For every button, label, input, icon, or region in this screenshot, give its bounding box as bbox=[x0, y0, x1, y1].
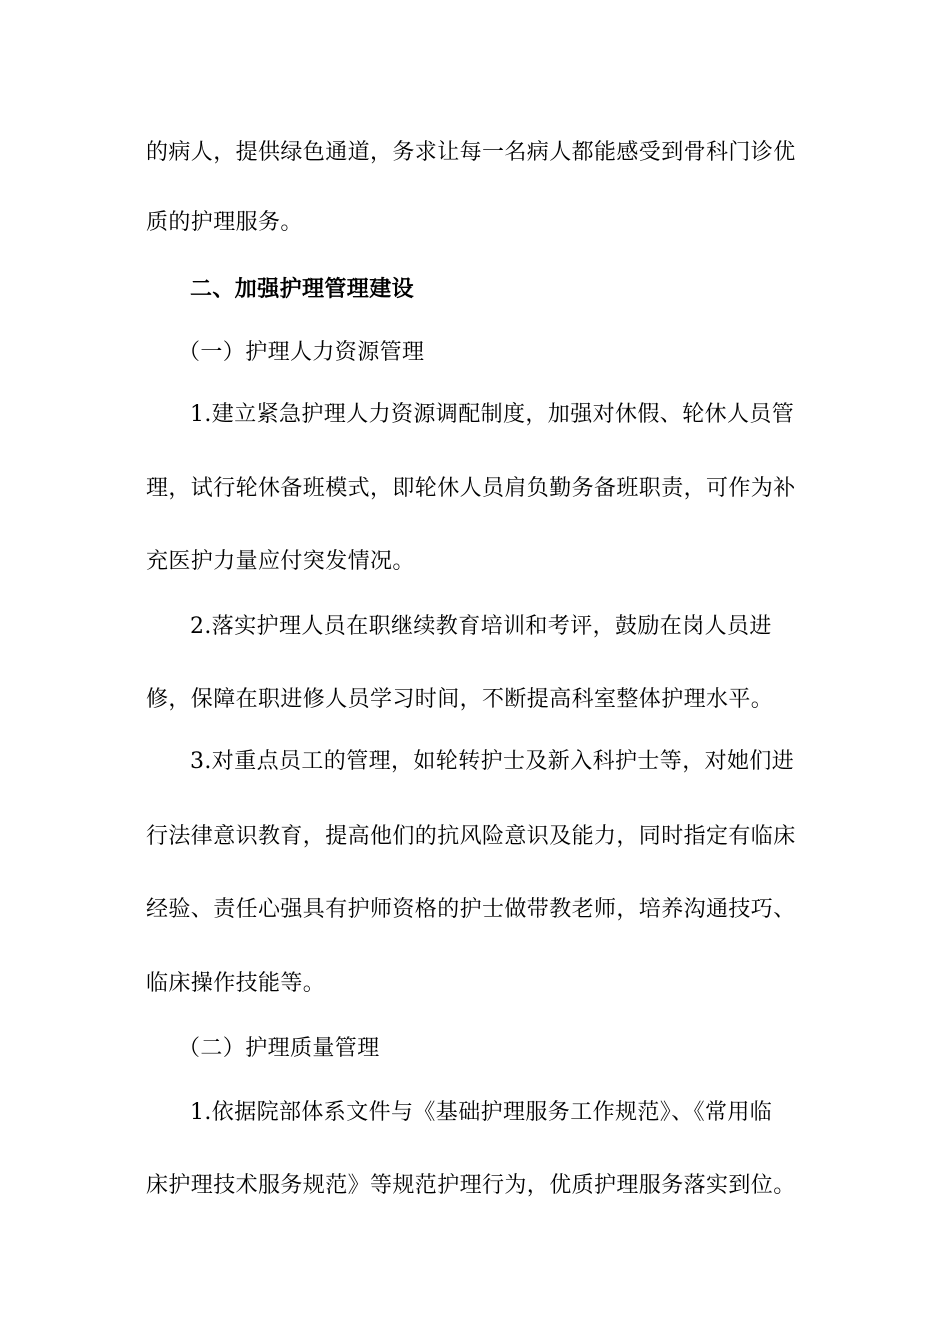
paragraph-line: 床护理技术服务规范》等规范护理行为，优质护理服务落实到位。 bbox=[146, 1173, 796, 1198]
paragraph-line: 质的护理服务。 bbox=[146, 210, 303, 235]
subsection-heading: （一）护理人力资源管理 bbox=[178, 340, 425, 365]
subsection-heading: （二）护理质量管理 bbox=[178, 1036, 380, 1061]
paragraph-line: 修，保障在职进修人员学习时间，不断提高科室整体护理水平。 bbox=[146, 687, 774, 712]
paragraph-line: 2.落实护理人员在职继续教育培训和考评，鼓励在岗人员进 bbox=[190, 614, 772, 639]
paragraph-line: 1.建立紧急护理人力资源调配制度，加强对休假、轮休人员管 bbox=[190, 402, 795, 427]
paragraph-line: 充医护力量应付突发情况。 bbox=[146, 549, 415, 574]
section-heading: 二、加强护理管理建设 bbox=[190, 277, 415, 302]
paragraph-line: 理，试行轮休备班模式，即轮休人员肩负勤务备班职责，可作为补 bbox=[146, 476, 796, 501]
paragraph-line: 3.对重点员工的管理，如轮转护士及新入科护士等，对她们进 bbox=[190, 749, 795, 774]
paragraph-line: 1.依据院部体系文件与《基础护理服务工作规范》、《常用临 bbox=[190, 1100, 773, 1125]
paragraph-line: 经验、责任心强具有护师资格的护士做带教老师，培养沟通技巧、 bbox=[146, 897, 796, 922]
paragraph-line: 临床操作技能等。 bbox=[146, 971, 326, 996]
paragraph-line: 的病人，提供绿色通道，务求让每一名病人都能感受到骨科门诊优 bbox=[146, 140, 796, 165]
paragraph-line: 行法律意识教育，提高他们的抗风险意识及能力，同时指定有临床 bbox=[146, 824, 796, 849]
